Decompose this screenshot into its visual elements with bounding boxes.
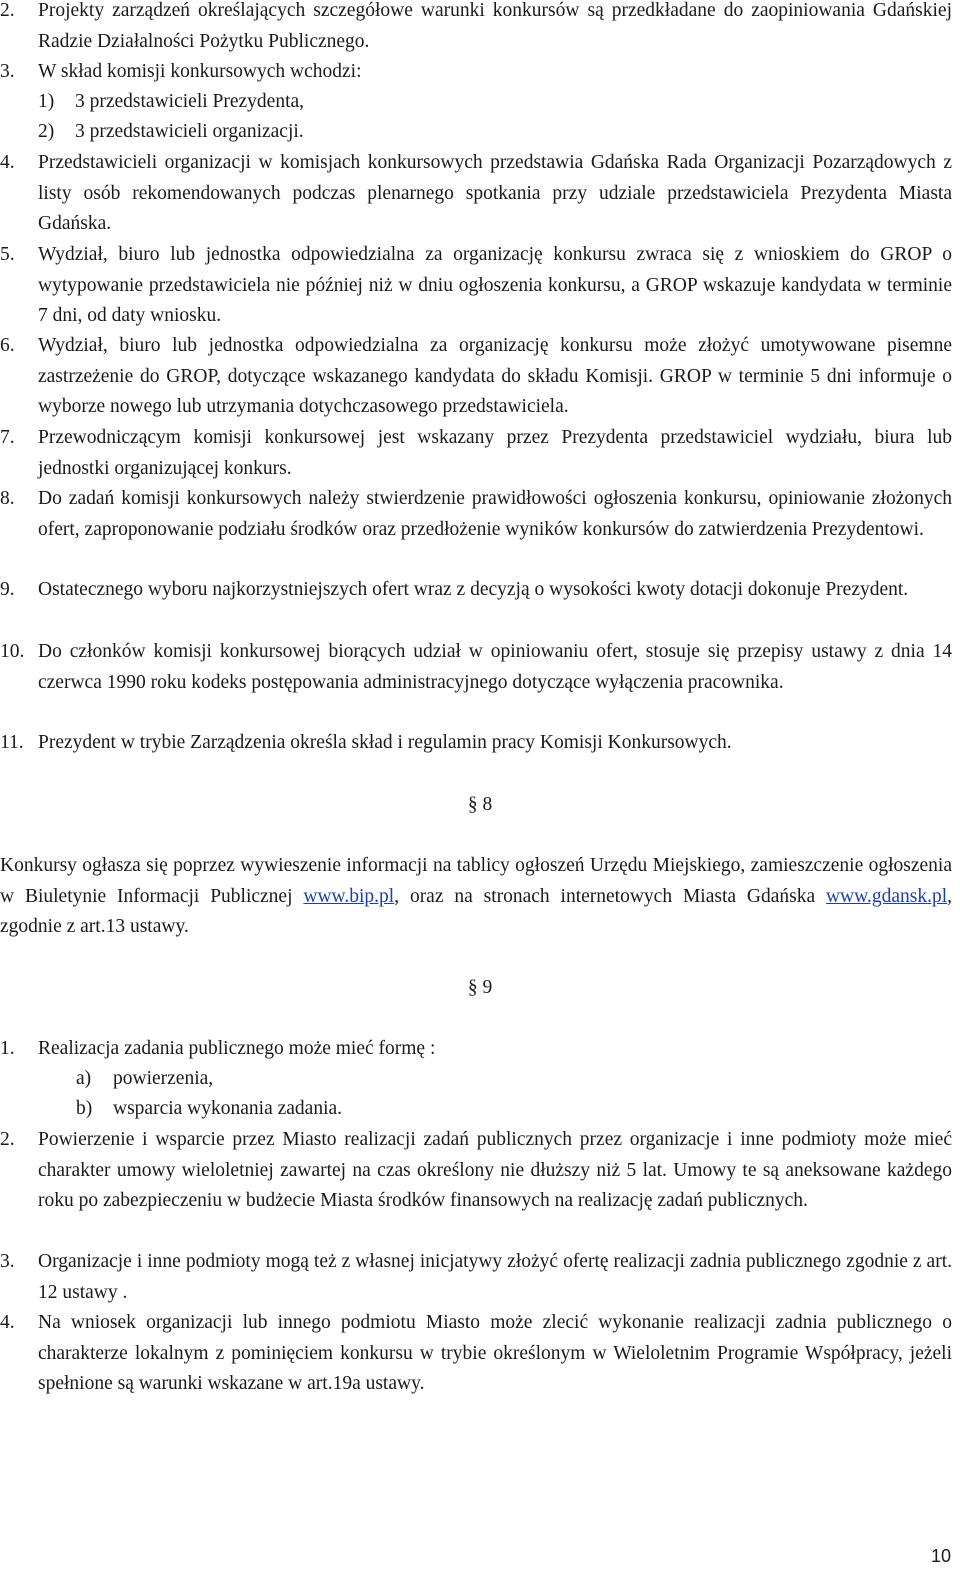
list-number: 5. bbox=[0, 244, 15, 265]
list-text: Do członków komisji konkursowej biorących udział w opiniowaniu ofert, stosuje się przepisy ustawy z dnia 14 czerwca 1990 roku kodeks postępowania administracyjnego dotyczące wyłączenia pracownika. bbox=[38, 641, 952, 693]
bip-link[interactable]: www.bip.pl bbox=[303, 885, 395, 907]
list-number: 11. bbox=[0, 732, 24, 753]
list-text: Realizacja zadania publicznego może mieć formę : bbox=[38, 1038, 436, 1059]
list-number: 1. bbox=[0, 1038, 15, 1059]
list-text: Wydział, biuro lub jednostka odpowiedzialna za organizację konkursu może złożyć umotywowane pisemne zastrzeżenie do GROP, dotyczące wskazanego kandydata do składu Komisji. GROP w terminie 5 dni informuje o wyborze nowego lub utrzymania dotychczasowego przedstawiciela. bbox=[38, 335, 952, 417]
section-heading-9: § 9 bbox=[467, 977, 493, 998]
section-8-text: Konkursy ogłasza się poprzez wywieszenie informacji na tablicy ogłoszeń Urzędu Miejskiego, zamieszczenie ogłoszenia w Biuletynie Informacji Publicznej bbox=[0, 855, 952, 907]
list-text: Przedstawicieli organizacji w komisjach konkursowych przedstawia Gdańska Rada Organizacji Pozarządowych z listy osób rekomendowanych podczas plenarnego spotkania przy udziale przedstawiciela Prezydenta Miasta Gdańska. bbox=[38, 152, 952, 234]
sub-list-number: b) bbox=[76, 1098, 93, 1119]
list-number: 8. bbox=[0, 488, 15, 509]
list-number: 3. bbox=[0, 61, 15, 82]
list-text: Prezydent w trybie Zarządzenia określa skład i regulamin pracy Komisji Konkursowych. bbox=[38, 732, 732, 753]
sub-list-text: powierzenia, bbox=[113, 1068, 214, 1089]
list-text: Do zadań komisji konkursowych należy stwierdzenie prawidłowości ogłoszenia konkursu, opiniowanie złożonych ofert, zaproponowanie podziału środków oraz przedłożenie wyników konkursów do zatwierdzenia Prezydentowi. bbox=[38, 488, 952, 540]
section-8-text: , oraz na stronach internetowych Miasta Gdańska bbox=[394, 885, 826, 907]
sub-list-text: 3 przedstawicieli Prezydenta, bbox=[75, 91, 305, 112]
list-number: 2. bbox=[0, 1129, 15, 1150]
list-text: Przewodniczącym komisji konkursowej jest wskazany przez Prezydenta przedstawiciel wydziału, biura lub jednostki organizującej konkurs. bbox=[38, 427, 952, 479]
sub-list-number: 1) bbox=[38, 91, 55, 112]
sub-list-number: 2) bbox=[38, 121, 55, 142]
list-text: W skład komisji konkursowych wchodzi: bbox=[38, 61, 362, 82]
list-number: 3. bbox=[0, 1251, 15, 1272]
list-number: 6. bbox=[0, 335, 15, 356]
list-number: 4. bbox=[0, 152, 15, 173]
list-text: Na wniosek organizacji lub innego podmiotu Miasto może zlecić wykonanie realizacji zadnia publicznego o charakterze lokalnym z pominięciem konkursu w trybie określonym w Wieloletnim Programie Współpracy, jeżeli spełnione są warunki wskazane w art.19a ustawy. bbox=[38, 1312, 952, 1394]
sub-list-text: 3 przedstawicieli organizacji. bbox=[75, 121, 304, 142]
section-heading-8: § 8 bbox=[467, 794, 493, 815]
list-number: 2. bbox=[0, 0, 15, 21]
list-text: Wydział, biuro lub jednostka odpowiedzialna za organizację konkursu zwraca się z wnioskiem do GROP o wytypowanie przedstawiciela nie później niż w dniu ogłoszenia konkursu, a GROP wskazuje kandydata w terminie 7 dni, od daty wniosku. bbox=[38, 244, 952, 326]
list-number: 4. bbox=[0, 1312, 15, 1333]
gdansk-link[interactable]: www.gdansk.pl bbox=[825, 885, 948, 907]
list-number: 7. bbox=[0, 427, 15, 448]
list-text: Powierzenie i wsparcie przez Miasto realizacji zadań publicznych przez organizacje i inne podmioty może mieć charakter umowy wieloletniej zawartej na czas określony nie dłuższy niż 5 lat. Umowy te są aneksowane każdego roku po zabezpieczeniu w budżecie Miasta środków finansowych na realizację zadań publicznych. bbox=[38, 1129, 952, 1211]
list-text: Organizacje i inne podmioty mogą też z własnej inicjatywy złożyć ofertę realizacji zadnia publicznego zgodnie z art. 12 ustawy . bbox=[38, 1251, 952, 1303]
section-8-text: , zgodnie z art.13 ustawy. bbox=[0, 885, 952, 937]
list-text: Ostatecznego wyboru najkorzystniejszych ofert wraz z decyzją o wysokości kwoty dotacji dokonuje Prezydent. bbox=[38, 579, 909, 600]
list-text: Projekty zarządzeń określających szczegółowe warunki konkursów są przedkładane do zaopiniowania Gdańskiej Radzie Działalności Pożytku Publicznego. bbox=[38, 0, 952, 52]
sub-list-number: a) bbox=[76, 1068, 92, 1089]
list-number: 9. bbox=[0, 579, 15, 600]
sub-list-text: wsparcia wykonania zadania. bbox=[113, 1098, 343, 1119]
page-number: 10 bbox=[930, 1546, 951, 1566]
list-number: 10. bbox=[0, 641, 25, 662]
